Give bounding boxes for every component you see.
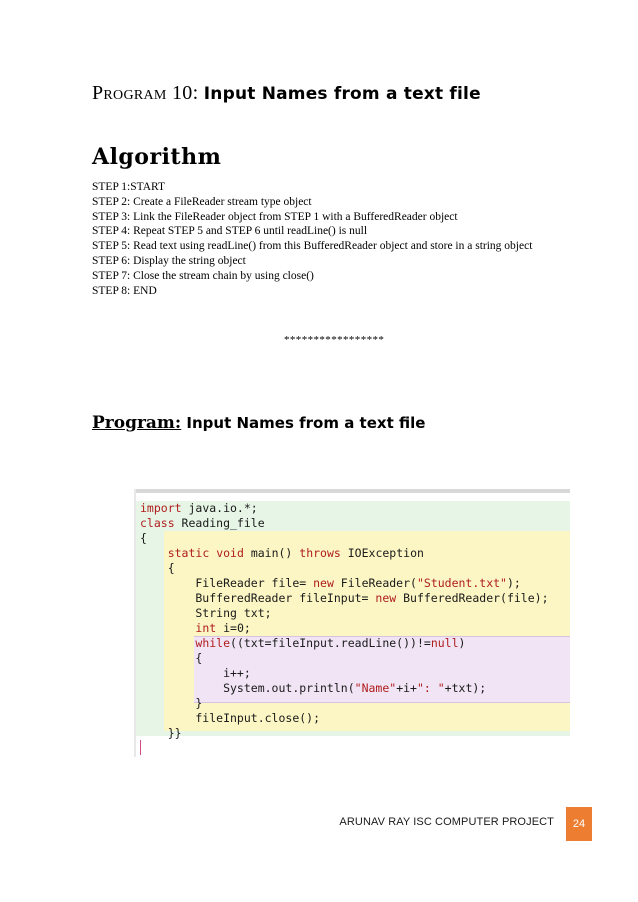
code-text: FileReader file= — [140, 576, 314, 590]
program-title: Input Names from a text file — [203, 84, 481, 104]
code-keyword: class — [140, 516, 175, 530]
program-section-title: Input Names from a text file — [181, 414, 426, 432]
program-heading — [92, 82, 481, 105]
page-number-badge — [566, 807, 592, 841]
code-line — [140, 546, 549, 561]
algorithm-step: STEP 7: Close the stream chain by using close() — [92, 269, 314, 282]
code-keyword: null — [430, 636, 459, 650]
algorithm-step: STEP 1:START — [92, 181, 166, 193]
program-section-label: Program: — [92, 413, 182, 433]
code-text: FileReader( — [333, 576, 417, 590]
code-line — [140, 576, 549, 591]
code-text: { — [140, 651, 203, 665]
code-screenshot — [134, 489, 570, 757]
code-line — [140, 621, 549, 636]
code-text: BufferedReader fileInput= — [140, 591, 376, 605]
page-footer — [339, 807, 592, 841]
text-cursor — [140, 740, 141, 755]
code-text — [140, 636, 195, 650]
code-text: ) — [458, 636, 466, 650]
code-keyword: while — [195, 636, 231, 650]
code-text: ); — [506, 576, 521, 590]
code-line — [140, 726, 549, 741]
editor-top-border — [136, 489, 570, 493]
code-text: IOException — [340, 546, 424, 560]
code-text — [140, 546, 168, 560]
code-text: fileInput.close(); — [140, 711, 321, 725]
code-line — [140, 696, 549, 711]
code-text: }} — [140, 726, 182, 740]
code-text: System.out.println( — [140, 681, 355, 695]
code-text: java.io.*; — [181, 501, 258, 515]
code-text: { — [140, 561, 175, 575]
code-keyword: import — [140, 501, 182, 515]
footer-text: ARUNAV RAY ISC COMPUTER PROJECT — [339, 816, 554, 828]
page-number: 24 — [572, 818, 586, 830]
code-text: i++; — [140, 666, 251, 680]
algorithm-step: STEP 6: Display the string object — [92, 254, 246, 267]
code-keyword: throws — [299, 546, 341, 560]
code-text: } — [140, 696, 203, 710]
code-line — [140, 651, 549, 666]
program-section-heading — [92, 413, 425, 433]
code-text: ((txt=fileInput.readLine())!= — [230, 636, 431, 650]
code-string: "Name" — [354, 681, 397, 695]
code-text: +i+ — [396, 681, 417, 695]
code-keyword: int — [195, 621, 217, 635]
code-keyword: static — [167, 546, 210, 560]
code-keyword: new — [313, 576, 334, 590]
code-line — [140, 681, 549, 696]
algorithm-step: STEP 5: Read text using readLine() from this BufferedReader object and store in a string object — [92, 240, 533, 253]
code-keyword: new — [375, 591, 397, 605]
algorithm-step: STEP 4: Repeat STEP 5 and STEP 6 until readLine() is null — [92, 225, 368, 238]
section-divider: ***************** — [284, 334, 385, 346]
code-text: +txt); — [444, 681, 487, 695]
code-line — [140, 606, 549, 621]
code-text — [140, 621, 195, 635]
code-keyword: void — [216, 546, 244, 560]
algorithm-step: STEP 8: END — [92, 284, 157, 297]
code-line — [140, 516, 549, 531]
code-line — [140, 501, 549, 516]
program-number-label: Program 10: — [92, 82, 204, 104]
code-line — [140, 561, 549, 576]
code-string: ": " — [416, 681, 445, 695]
algorithm-steps — [92, 180, 532, 298]
code-line — [140, 591, 549, 606]
algorithm-step: STEP 3: Link the FileReader object from STEP 1 with a BufferedReader object — [92, 210, 458, 223]
algorithm-heading: Algorithm — [92, 144, 222, 170]
code-text: String txt; — [140, 606, 272, 620]
code-line — [140, 636, 549, 651]
code-text: Reading_file — [174, 516, 265, 530]
code-text: BufferedReader(file); — [396, 591, 549, 605]
code-block — [140, 501, 549, 741]
code-line — [140, 711, 549, 726]
code-line — [140, 531, 549, 546]
code-string: "Student.txt" — [416, 576, 507, 590]
algorithm-step: STEP 2: Create a FileReader stream type object — [92, 195, 312, 208]
code-text: main() — [243, 546, 300, 560]
code-line — [140, 666, 549, 681]
code-text: { — [140, 531, 147, 545]
code-text: i=0; — [216, 621, 251, 635]
